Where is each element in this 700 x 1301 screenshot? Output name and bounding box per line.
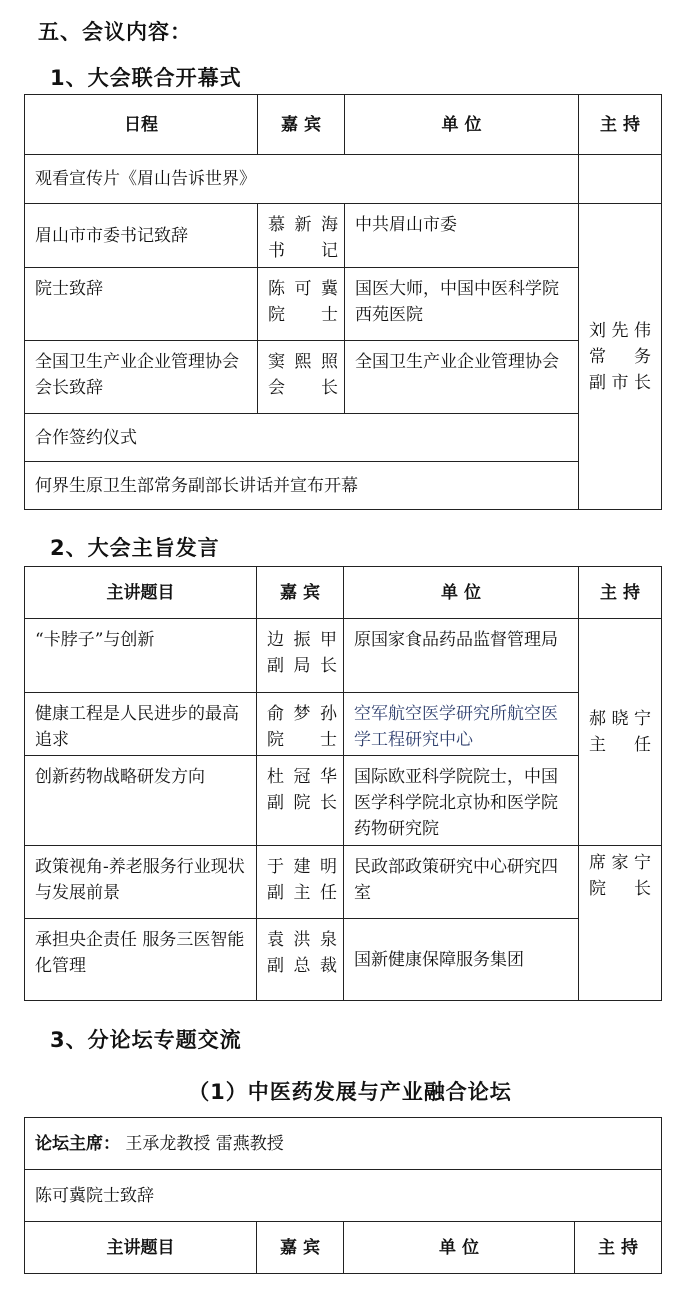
table-row [25, 462, 662, 510]
forum-opening-speech: 陈可冀院士致辞 [25, 1170, 662, 1222]
host-cell [579, 619, 662, 846]
table-row [25, 268, 662, 341]
keynote-table [24, 566, 662, 1001]
table-row [25, 693, 662, 756]
table-row [25, 414, 662, 462]
header-topic: 主讲题目 [25, 1222, 257, 1274]
forum-title: （1）中医药发展与产业融合论坛 [188, 1080, 512, 1104]
header-unit: 单 位 [345, 95, 579, 155]
table-header-row [25, 95, 662, 155]
guest-title: 院 士 [267, 730, 337, 750]
schedule-item: 合作签约仪式 [25, 414, 579, 462]
guest-cell [258, 204, 345, 268]
opening-ceremony-title: 1、大会联合开幕式 [50, 66, 242, 90]
guest-title: 副主任 [267, 883, 337, 903]
table-row [25, 1170, 662, 1222]
unit-cell: 原国家食品药品监督管理局 [344, 619, 579, 693]
guest-title: 副局长 [267, 656, 337, 676]
guest-name: 杜冠华 [267, 767, 337, 787]
guest-name: 俞梦孙 [267, 704, 337, 724]
unit-cell: 空军航空医学研究所航空医学工程研究中心 [344, 693, 579, 756]
guest-name: 窦熙照 [268, 352, 338, 372]
forum-chair-names: 王承龙教授 雷燕教授 [125, 1133, 284, 1154]
table-row [25, 619, 662, 693]
header-unit: 单 位 [344, 567, 579, 619]
guest-title: 会 长 [268, 378, 338, 398]
header-guest: 嘉 宾 [258, 95, 345, 155]
guest-cell [257, 693, 344, 756]
unit-cell: 国际欧亚科学院院士，中国医学科学院北京协和医学院药物研究院 [344, 756, 579, 846]
schedule-item: 眉山市市委书记致辞 [25, 204, 258, 268]
host-title: 院 长 [589, 879, 651, 899]
opening-schedule-table [24, 94, 662, 510]
guest-name: 袁洪泉 [267, 930, 337, 950]
unit-cell: 国医大师，中国中医科学院西苑医院 [345, 268, 579, 341]
topic-cell: 政策视角-养老服务行业现状与发展前景 [25, 846, 257, 919]
forums-title: 3、分论坛专题交流 [50, 1028, 242, 1052]
table-header-row [25, 567, 662, 619]
guest-name: 边振甲 [267, 630, 337, 650]
schedule-item: 院士致辞 [25, 268, 258, 341]
topic-cell: 创新药物战略研发方向 [25, 756, 257, 846]
table-row [25, 919, 662, 1001]
header-host: 主 持 [579, 567, 662, 619]
guest-title: 书 记 [268, 241, 338, 261]
table-row [25, 756, 662, 846]
host-title: 常 务 [589, 346, 651, 367]
table-header-row [25, 1222, 662, 1274]
header-guest: 嘉 宾 [257, 567, 344, 619]
guest-title: 副院长 [267, 793, 337, 813]
host-title: 副市长 [589, 372, 651, 393]
guest-cell [258, 268, 345, 341]
host-name: 郝晓宁 [589, 709, 651, 729]
guest-title: 院 士 [268, 305, 338, 325]
guest-name: 陈可冀 [268, 279, 338, 299]
header-host: 主 持 [579, 95, 662, 155]
header-schedule: 日程 [25, 95, 258, 155]
guest-name: 慕新海 [268, 215, 338, 235]
unit-cell: 中共眉山市委 [345, 204, 579, 268]
header-guest: 嘉 宾 [257, 1222, 344, 1274]
guest-cell [257, 919, 344, 1001]
host-name: 刘先伟 [589, 320, 651, 341]
guest-name: 于建明 [267, 857, 337, 877]
forum-chair-label: 论坛主席： [35, 1133, 120, 1154]
header-topic: 主讲题目 [25, 567, 257, 619]
host-name: 席家宁 [589, 853, 651, 873]
host-title: 主 任 [589, 735, 651, 755]
forum-table [24, 1117, 662, 1274]
schedule-item: 观看宣传片《眉山告诉世界》 [25, 155, 579, 204]
table-row [25, 846, 662, 919]
guest-cell [257, 619, 344, 693]
forum-chair-cell [25, 1118, 662, 1170]
unit-cell: 全国卫生产业企业管理协会 [345, 341, 579, 414]
host-cell [579, 846, 662, 1001]
topic-cell: 承担央企责任 服务三医智能化管理 [25, 919, 257, 1001]
table-row [25, 1118, 662, 1170]
guest-cell [257, 756, 344, 846]
guest-title: 副总裁 [267, 956, 337, 976]
table-row [25, 204, 662, 268]
unit-cell: 国新健康保障服务集团 [344, 919, 579, 1001]
topic-cell: 健康工程是人民进步的最高追求 [25, 693, 257, 756]
header-host: 主 持 [575, 1222, 662, 1274]
guest-cell [257, 846, 344, 919]
host-cell [579, 204, 662, 510]
topic-cell: “卡脖子”与创新 [25, 619, 257, 693]
table-row [25, 341, 662, 414]
keynote-title: 2、大会主旨发言 [50, 536, 220, 560]
table-row [25, 155, 662, 204]
header-unit: 单 位 [344, 1222, 575, 1274]
schedule-item: 何界生原卫生部常务副部长讲话并宣布开幕 [25, 462, 579, 510]
schedule-item: 全国卫生产业企业管理协会 会长致辞 [25, 341, 258, 414]
unit-cell: 民政部政策研究中心研究四室 [344, 846, 579, 919]
empty-cell [579, 155, 662, 204]
section-title: 五、会议内容： [38, 20, 192, 44]
guest-cell [258, 341, 345, 414]
